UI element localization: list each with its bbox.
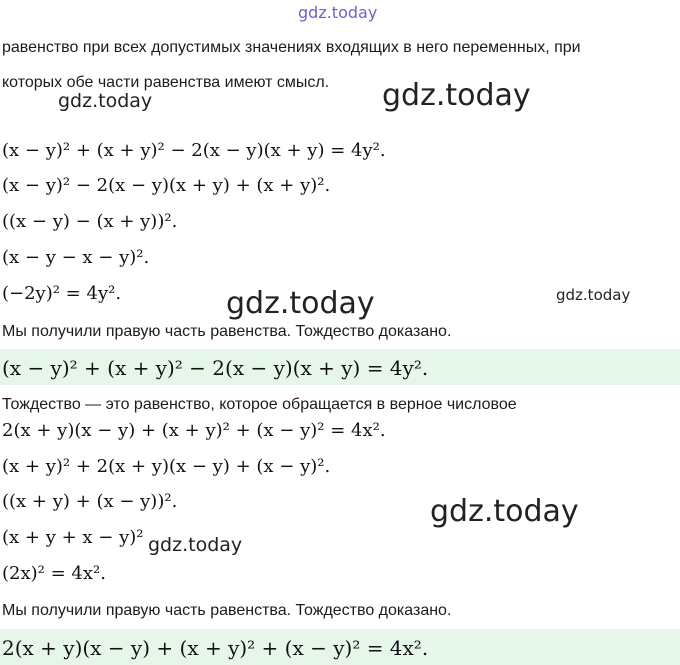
proof1-result: (x − y)² + (x + y)² − 2(x − y)(x + y) = 4y². [2, 356, 429, 380]
definition-line-2: которых обе части равенства имеют смысл. [2, 74, 330, 91]
watermark: gdz.today [430, 494, 579, 529]
proof2-conclusion: Мы получили правую часть равенства. Тождество доказано. [2, 602, 452, 619]
proof2-step-5: (2x)² = 4x². [2, 563, 106, 584]
watermark-top: gdz.today [298, 3, 378, 22]
proof1-step-2: (x − y)² − 2(x − y)(x + y) + (x + y)². [2, 175, 331, 196]
watermark: gdz.today [382, 78, 531, 113]
proof1-step-4: (x − y − x − y)². [2, 247, 150, 268]
proof1-step-3: ((x − y) − (x + y))². [2, 211, 178, 232]
proof2-step-3: ((x + y) + (x − y))². [2, 491, 178, 512]
proof1-conclusion: Мы получили правую часть равенства. Тождество доказано. [2, 323, 452, 340]
proof2-step-1: 2(x + y)(x − y) + (x + y)² + (x − y)² = 4x². [2, 420, 386, 441]
watermark: gdz.today [148, 534, 243, 556]
proof1-step-1: (x − y)² + (x + y)² − 2(x − y)(x + y) = 4y². [2, 140, 386, 161]
proof2-step-2: (x + y)² + 2(x + y)(x − y) + (x − y)². [2, 456, 331, 477]
watermark: gdz.today [556, 286, 631, 304]
watermark: gdz.today [58, 90, 153, 112]
proof1-step-5: (−2y)² = 4y². [2, 283, 122, 304]
definition-2: Тождество — это равенство, которое обращается в верное числовое [2, 396, 517, 413]
proof2-step-4: (x + y + x − y)² [2, 527, 144, 548]
watermark: gdz.today [226, 286, 375, 321]
definition-line-1: равенство при всех допустимых значениях входящих в него переменных, при [2, 39, 581, 56]
proof2-result: 2(x + y)(x − y) + (x + y)² + (x − y)² = 4x². [2, 636, 429, 660]
